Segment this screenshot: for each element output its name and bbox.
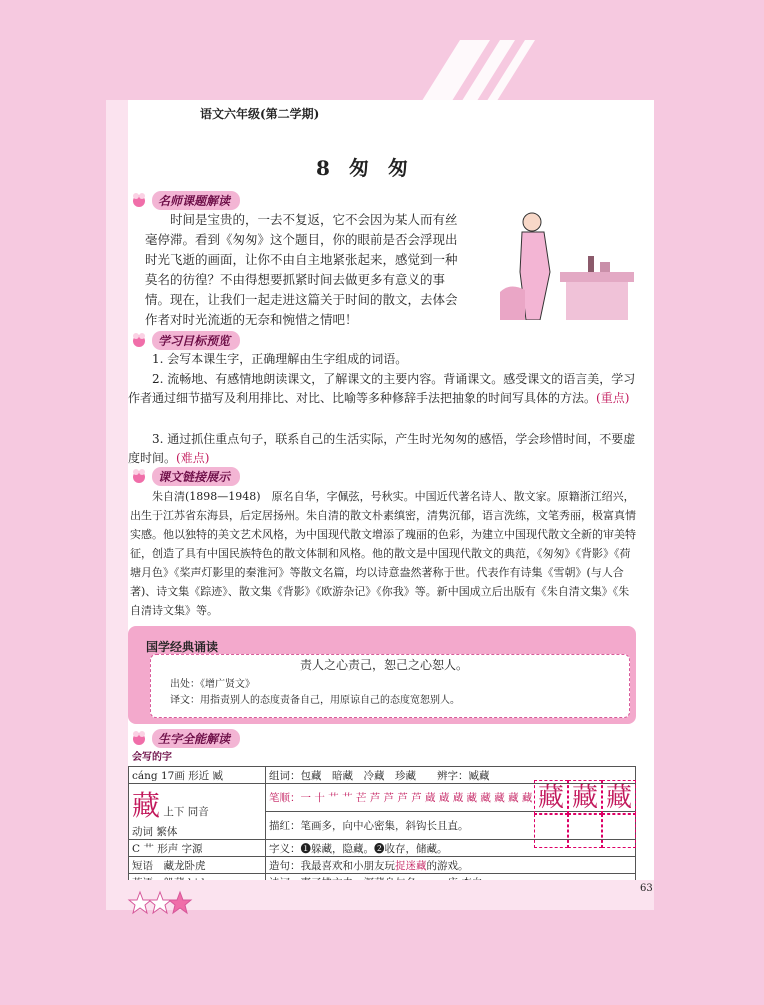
classic-quote: 责人之心责己，恕己之心恕人。 [300, 658, 469, 672]
strokes: 17画 [160, 769, 185, 782]
classic-source: 出处：《增广贤文》 [170, 679, 255, 690]
section-label: 生字全能解读 [152, 729, 240, 748]
goal-3-text: 3. 通过抓住重点句子，联系自己的生活实际，产生时光匆匆的感悟，学会珍惜时间，不要虚度时间。 [128, 432, 636, 465]
idiom: 藏龙卧虎 [163, 859, 206, 872]
section-label: 名师课题解读 [152, 191, 240, 210]
bee-icon [130, 467, 148, 485]
grid-empty [534, 814, 568, 848]
r2b: 繁体 [156, 826, 178, 838]
section-header-link [130, 466, 240, 486]
left-margin-strip [106, 100, 128, 880]
bee-icon [130, 191, 148, 209]
ziyi: 字义：❶躲藏，隐藏。❷收存，储藏。 [266, 840, 636, 857]
r1b: 同音 [187, 806, 209, 818]
bee-icon [130, 729, 148, 747]
writing-grid [534, 780, 636, 846]
section-label: 课文链接展示 [152, 467, 240, 486]
goal-3 [128, 430, 638, 468]
goal-2-text: 2. 流畅地、有感情地朗读课文，了解课文的主要内容。背诵课文。感受课文的语言美，学习作者通过细节描写及利用排比、对比、比喻等多种修辞手法把抽象的时间写具体的方法。 [128, 372, 636, 405]
section-label: 学习目标预览 [152, 331, 240, 350]
xingjin-label: 形近 [188, 769, 210, 782]
zaoju-a: 造句：我最喜欢和小朋友玩 [269, 859, 395, 872]
goal-2 [128, 370, 638, 408]
grid-char: 藏 [602, 780, 636, 814]
man-at-desk-illustration [470, 202, 634, 320]
grid-empty [568, 814, 602, 848]
zuci: 组词：包藏 暗藏 冷藏 珍藏 辨字：臧藏 [266, 767, 636, 784]
section-header-goals [130, 330, 240, 350]
r3: C 艹 形声 字源 [129, 840, 266, 857]
zaoju-b: 捉迷藏 [395, 859, 427, 872]
sub-label: 会写的字 [132, 752, 172, 763]
zaoju [266, 857, 636, 874]
intro-paragraph: 时间是宝贵的，一去不复返，它不会因为某人而有丝毫停滞。看到《匆匆》这个题目，你的眼前是否会浮现出时光飞逝的画面，让你不由自主地紧张起来，感觉到一种莫名的彷徨？不由得想要抓紧时间去做更多有意义的事情。现在，让我们一起走进这篇关于时间的散文，去体会作者对时光流逝的无奈和惋惜之情吧！ [145, 212, 458, 327]
char-cell [129, 784, 266, 840]
footer-decoration [0, 880, 764, 1005]
big-char: 藏 [132, 789, 161, 822]
classic-box-title: 国学经典诵读 [146, 640, 219, 654]
r2a: 动词 [132, 826, 153, 838]
page-number: 63 [640, 883, 653, 894]
author-paragraph: 朱自清(1898—1948) 原名自华，字佩弦，号秋实。中国近代著名诗人、散文家。原籍浙江绍兴，出生于江苏省东海县，后定居扬州。朱自清的散文朴素缜密，清隽沉郁，语言洗练，文笔秀丽，极富真情实感。他以独特的美文艺术风格，为中国现代散文增添了瑰丽的色彩，为建立中国现代散文全新的审美特征，创造了具有中国民族特色的散文体制和风格。他的散文是中国现代散文的典范，《匆匆》《背影》《荷塘月色》《桨声灯影里的秦淮河》等散文名篇，均以诗意盎然著称于世。代表作有诗集《雪朝》(与人合著)、诗文集《踪迹》、散文集《背影》《欧游杂记》《你我》等。新中国成立后出版有《朱自清文集》《朱自清诗文集》等。 [130, 490, 636, 617]
miaohong: 描红：笔画多，向中心密集，斜钩长且直。 [266, 812, 636, 840]
pinyin-cell [129, 767, 266, 784]
running-title: 语文六年级(第二学期) [200, 107, 320, 121]
lesson-title: 8 匆 匆 [316, 156, 414, 180]
goal-1: 1. 会写本课生字，正确理解由生字组成的词语。 [152, 352, 408, 366]
idiom-cell [129, 857, 266, 874]
classic-translation: 译文：用指责别人的态度责备自己，用原谅自己的态度宽恕别人。 [170, 695, 460, 706]
grid-empty [602, 814, 636, 848]
pinyin: cáng [132, 769, 158, 782]
grid-char: 藏 [568, 780, 602, 814]
grid-char: 藏 [534, 780, 568, 814]
r1a: 上下 [163, 806, 185, 818]
section-header-chars [130, 728, 240, 748]
goal-2-tag: (重点) [596, 391, 630, 405]
xingjin: 臧 [212, 769, 224, 782]
bishun: 笔顺：一 十 艹 艹 芒 芦 芦 芦 芦 蔵 蔵 蔵 藏 藏 藏 藏 藏 [266, 784, 636, 812]
section-header-intro [130, 190, 240, 210]
goal-3-tag: (难点) [176, 451, 210, 465]
idiom-label: 短语 [132, 859, 153, 872]
bee-icon [130, 331, 148, 349]
zaoju-c: 的游戏。 [426, 859, 469, 872]
